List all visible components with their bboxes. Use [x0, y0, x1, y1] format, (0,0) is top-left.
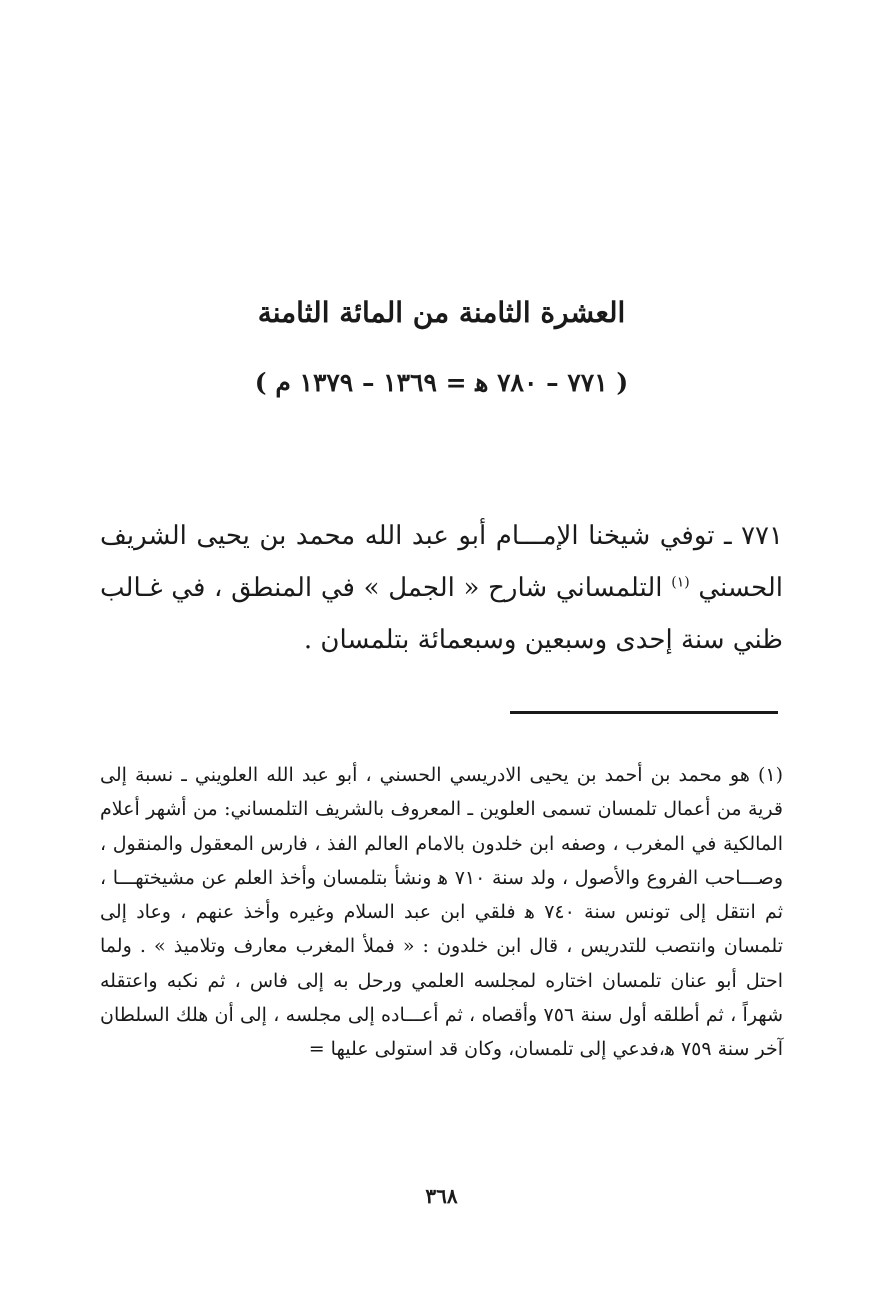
footnote-separator — [510, 711, 778, 714]
page-number: ٣٦٨ — [425, 1184, 458, 1208]
footnote-reference[interactable]: (١) — [671, 574, 690, 591]
chapter-title: العشرة الثامنة من المائة الثامنة — [257, 296, 626, 329]
footnote — [100, 758, 783, 1067]
date-range-heading: ( ٧٧١ – ٧٨٠ ﻫ = ١٣٦٩ – ١٣٧٩ م ) — [254, 368, 629, 397]
entry-text-before-ref: ٧٧١ ـ توفي شيخنا الإمـــام أبو عبد الله محمد بن يحيى الشريف الحسني — [100, 521, 784, 603]
footnote-text: (١) هو محمد بن أحمد بن يحيى الادريسي الحسني ، أبو عبد الله العلويني ـ نسبة إلى قرية من أعمال تلمسان تسمى العلوين ـ المعروف بالشريف التلمساني: من أشهر أعلام المالكية في المغرب ، وصفه ابن خلدون بالامام العالم الفذ ، فارس المعقول والمنقول ، وصـــاحب الفروع والأصول ، ولد سنة ٧١٠ ﻫ ونشأ بتلمسان وأخذ العلم عن مشيختهـــا ، ثم انتقل إلى تونس سنة ٧٤٠ ﻫ فلقي ابن عبد السلام وغيره وأخذ عنهم ، وعاد إلى تلمسان وانتصب للتدريس ، قال ابن خلدون : « فملأ المغرب معارف وتلاميذ » . ولما احتل أبو عنان تلمسان اختاره لمجلسه العلمي ورحل به إلى فاس ، ثم نكبه واعتقله شهراً ، ثم أطلقه أول سنة ٧٥٦ وأقصاه ، ثم أعـــاده إلى مجلسه ، إلى أن هلك السلطان آخر سنة ٧٥٩ ﻫ،فدعي إلى تلمسان، وكان قد استولى عليها = — [100, 764, 783, 1061]
entry-text-after-ref: التلمساني شارح « الجمل » في المنطق ، في غـالب ظني سنة إحدى وسبعين وسبعمائة بتلمسان . — [100, 573, 783, 655]
biography-entry — [100, 510, 783, 666]
